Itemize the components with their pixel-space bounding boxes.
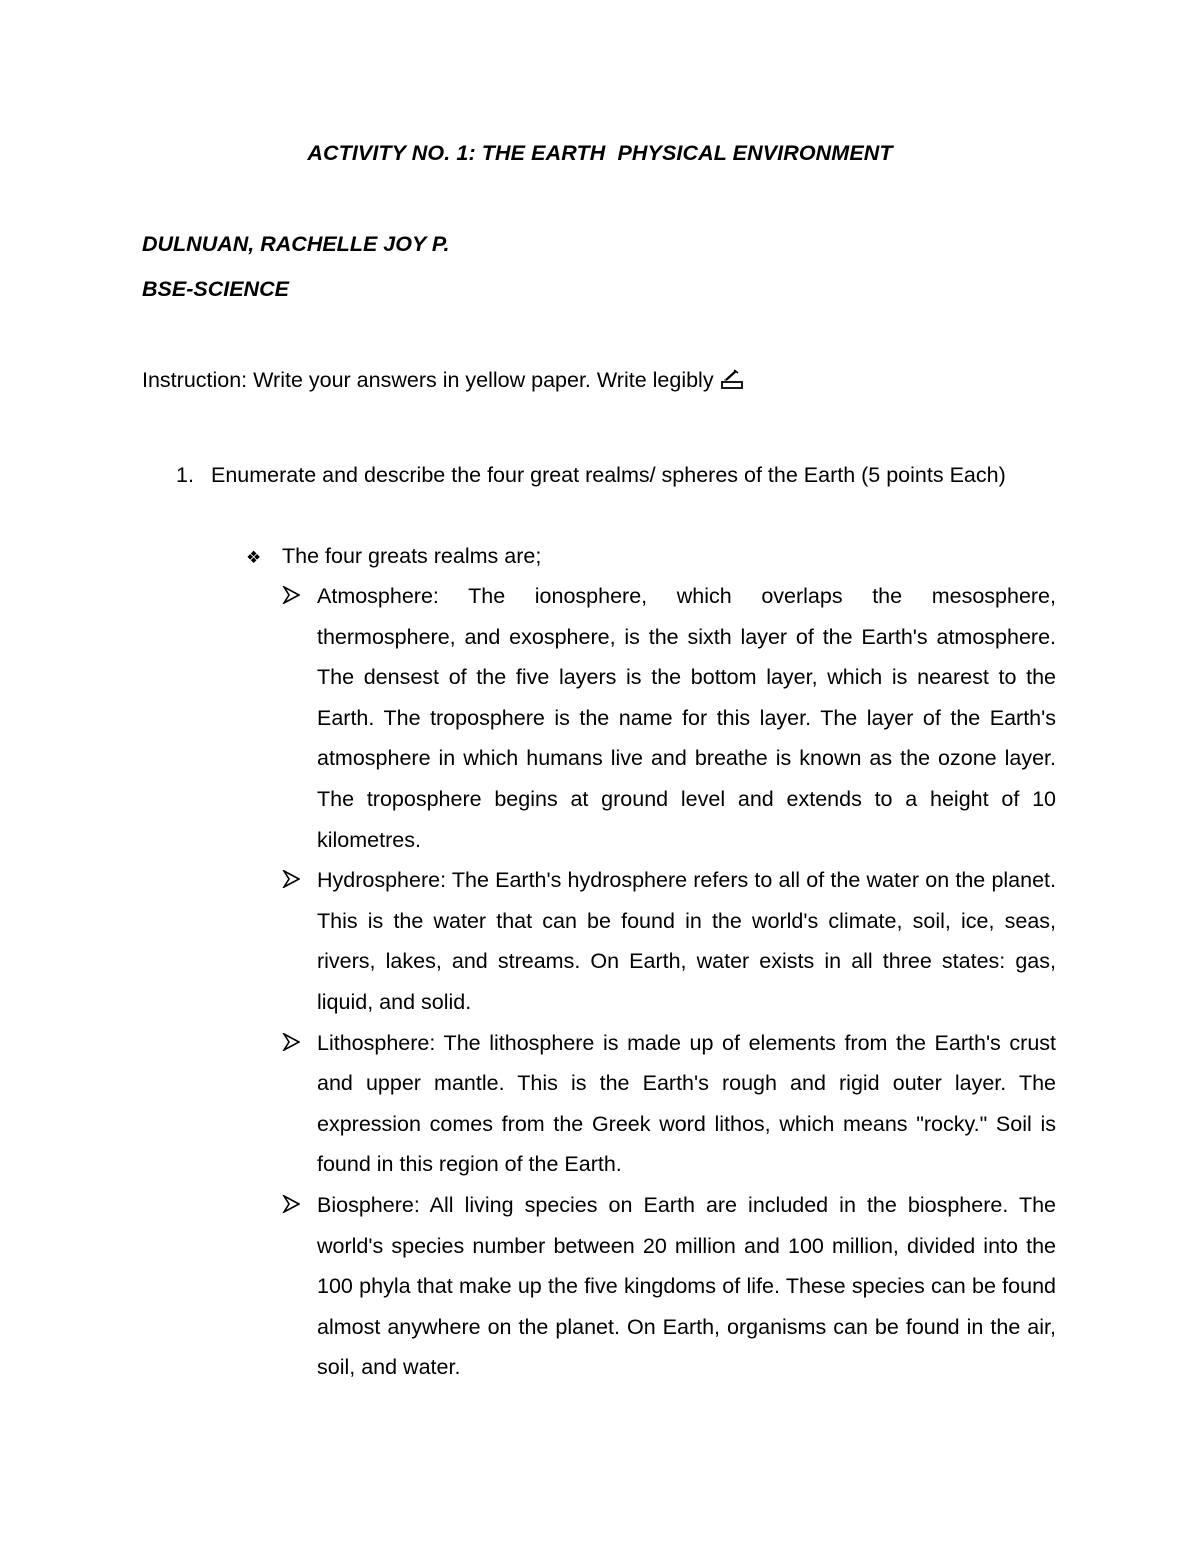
- pencil-writing-icon: [720, 368, 744, 396]
- list-item: [282, 1023, 1056, 1185]
- student-name: DULNUAN, RACHELLE JOY P.: [142, 232, 450, 256]
- instruction-line: [142, 368, 744, 396]
- document-title: ACTIVITY NO. 1: THE EARTH PHYSICAL ENVIRONMENT: [307, 141, 893, 165]
- sphere-description: Biosphere: All living species on Earth are included in the biosphere. The world's species number between 20 million and 100 million, divided into the 100 phyla that make up the five kingdoms of life. These species can be found almost anywhere on the planet. On Earth, organisms can be found in the air, soil, and water.: [317, 1192, 1056, 1380]
- list-item: [282, 576, 1056, 860]
- sphere-description: Atmosphere: The ionosphere, which overlaps the mesosphere, thermosphere, and exosphere, is the sixth layer of the Earth's atmosphere. The densest of the five layers is the bottom layer, which is nearest to the Earth. The troposphere is the name for this layer. The layer of the Earth's atmosphere in which humans live and breathe is known as the ozone layer. The troposphere begins at ground level and extends to a height of 10 kilometres.: [317, 584, 1056, 852]
- sphere-description: Hydrosphere: The Earth's hydrosphere refers to all of the water on the planet. This is the water that can be found in the world's climate, soil, ice, seas, rivers, lakes, and streams. On Earth, water exists in all three states: gas, liquid, and solid.: [317, 868, 1056, 1014]
- question-1: [176, 455, 1056, 496]
- lead-in-text: The four greats realms are;: [282, 544, 542, 568]
- arrowhead-bullet-icon: [282, 1185, 304, 1225]
- instruction-text: Instruction: Write your answers in yellow paper. Write legibly: [142, 368, 714, 392]
- question-text: Enumerate and describe the four great realms/ spheres of the Earth (5 points Each): [211, 463, 1006, 487]
- list-item: [282, 860, 1056, 1022]
- course-label: BSE-SCIENCE: [142, 277, 289, 301]
- arrowhead-bullet-icon: [282, 860, 304, 900]
- lead-in-item: [246, 536, 541, 579]
- diamond-bullet-icon: ❖: [246, 548, 262, 567]
- list-item: [282, 1185, 1056, 1388]
- arrowhead-bullet-icon: [282, 1023, 304, 1063]
- sphere-description: Lithosphere: The lithosphere is made up of elements from the Earth's crust and upper mantle. This is the Earth's rough and rigid outer layer. The expression comes from the Greek word lithos, which means "rocky." Soil is found in this region of the Earth.: [317, 1030, 1056, 1177]
- sphere-list: [282, 576, 1056, 1388]
- arrowhead-bullet-icon: [282, 576, 304, 616]
- question-number: 1.: [176, 463, 194, 487]
